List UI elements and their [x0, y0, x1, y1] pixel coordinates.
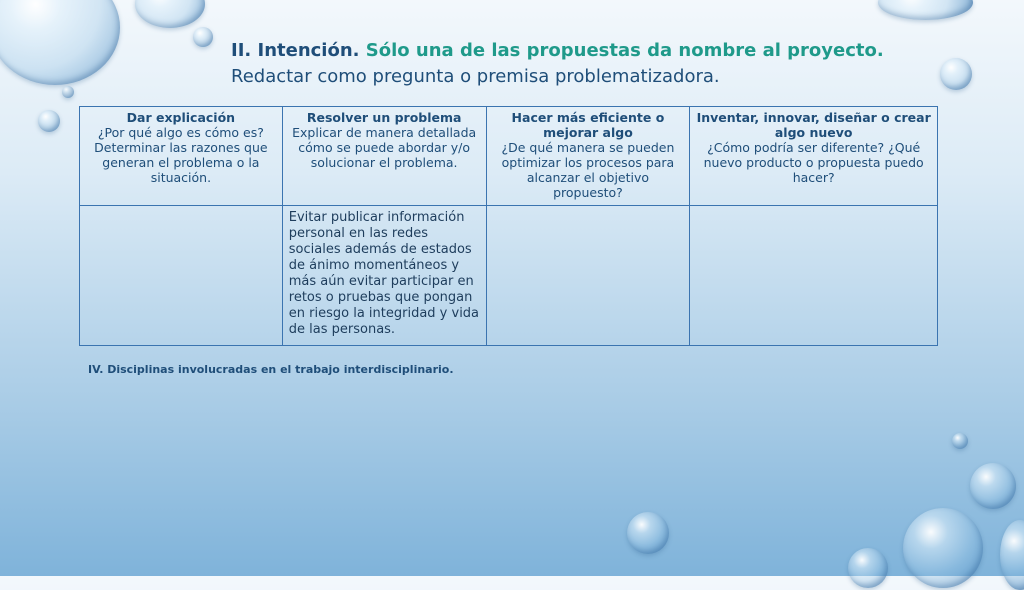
table-header-row — [80, 107, 938, 206]
water-drop-decoration — [848, 548, 888, 588]
table-cell — [80, 206, 283, 346]
table-header-cell — [282, 107, 486, 206]
table-header-cell — [690, 107, 938, 206]
cell-text: Evitar publicar información personal en las redes sociales además de estados de ánimo momentáneos y más aún evitar participar en retos o pruebas que pongan en riesgo la integridad y vida de las personas. — [288, 210, 480, 337]
column-title: Dar explicación — [126, 110, 236, 125]
table-cell — [486, 206, 690, 346]
water-drop-decoration — [62, 86, 74, 98]
heading-section-label: II. Intención. — [231, 40, 360, 61]
column-description: ¿Cómo podría ser diferente? ¿Qué nuevo producto o propuesta puedo hacer? — [703, 140, 924, 185]
column-description: ¿De qué manera se pueden optimizar los procesos para alcanzar el objetivo propuesto? — [501, 140, 675, 200]
column-title: Inventar, innovar, diseñar o crear algo nuevo — [696, 110, 931, 140]
water-drop-decoration — [193, 27, 213, 47]
proposals-table — [79, 106, 938, 346]
water-drop-decoration — [878, 0, 973, 20]
column-title: Resolver un problema — [306, 110, 462, 125]
column-description: Explicar de manera detallada cómo se puede abordar y/o solucionar el problema. — [292, 125, 477, 170]
heading-instruction: Sólo una de las propuestas da nombre al proyecto. — [365, 40, 884, 61]
table-cell — [690, 206, 938, 346]
table-header-cell — [80, 107, 283, 206]
water-drop-decoration — [952, 433, 968, 449]
column-title: Hacer más eficiente o mejorar algo — [511, 110, 665, 140]
water-drop-decoration — [970, 463, 1016, 509]
table-answer-row — [80, 206, 938, 346]
water-drop-decoration — [135, 0, 205, 28]
section-iv-note: IV. Disciplinas involucradas en el trabajo interdisciplinario. — [88, 363, 454, 376]
heading-line-1 — [231, 38, 991, 64]
column-description: ¿Por qué algo es cómo es? Determinar las razones que generan el problema o la situación. — [94, 125, 268, 185]
table-cell — [282, 206, 486, 346]
water-drop-decoration — [1000, 520, 1024, 590]
water-drop-decoration — [0, 0, 120, 85]
water-drop-decoration — [38, 110, 60, 132]
slide-heading — [231, 38, 991, 90]
water-drop-decoration — [903, 508, 983, 588]
table-header-cell — [486, 107, 690, 206]
water-drop-decoration — [627, 512, 669, 554]
heading-line-2: Redactar como pregunta o premisa problematizadora. — [231, 66, 720, 87]
